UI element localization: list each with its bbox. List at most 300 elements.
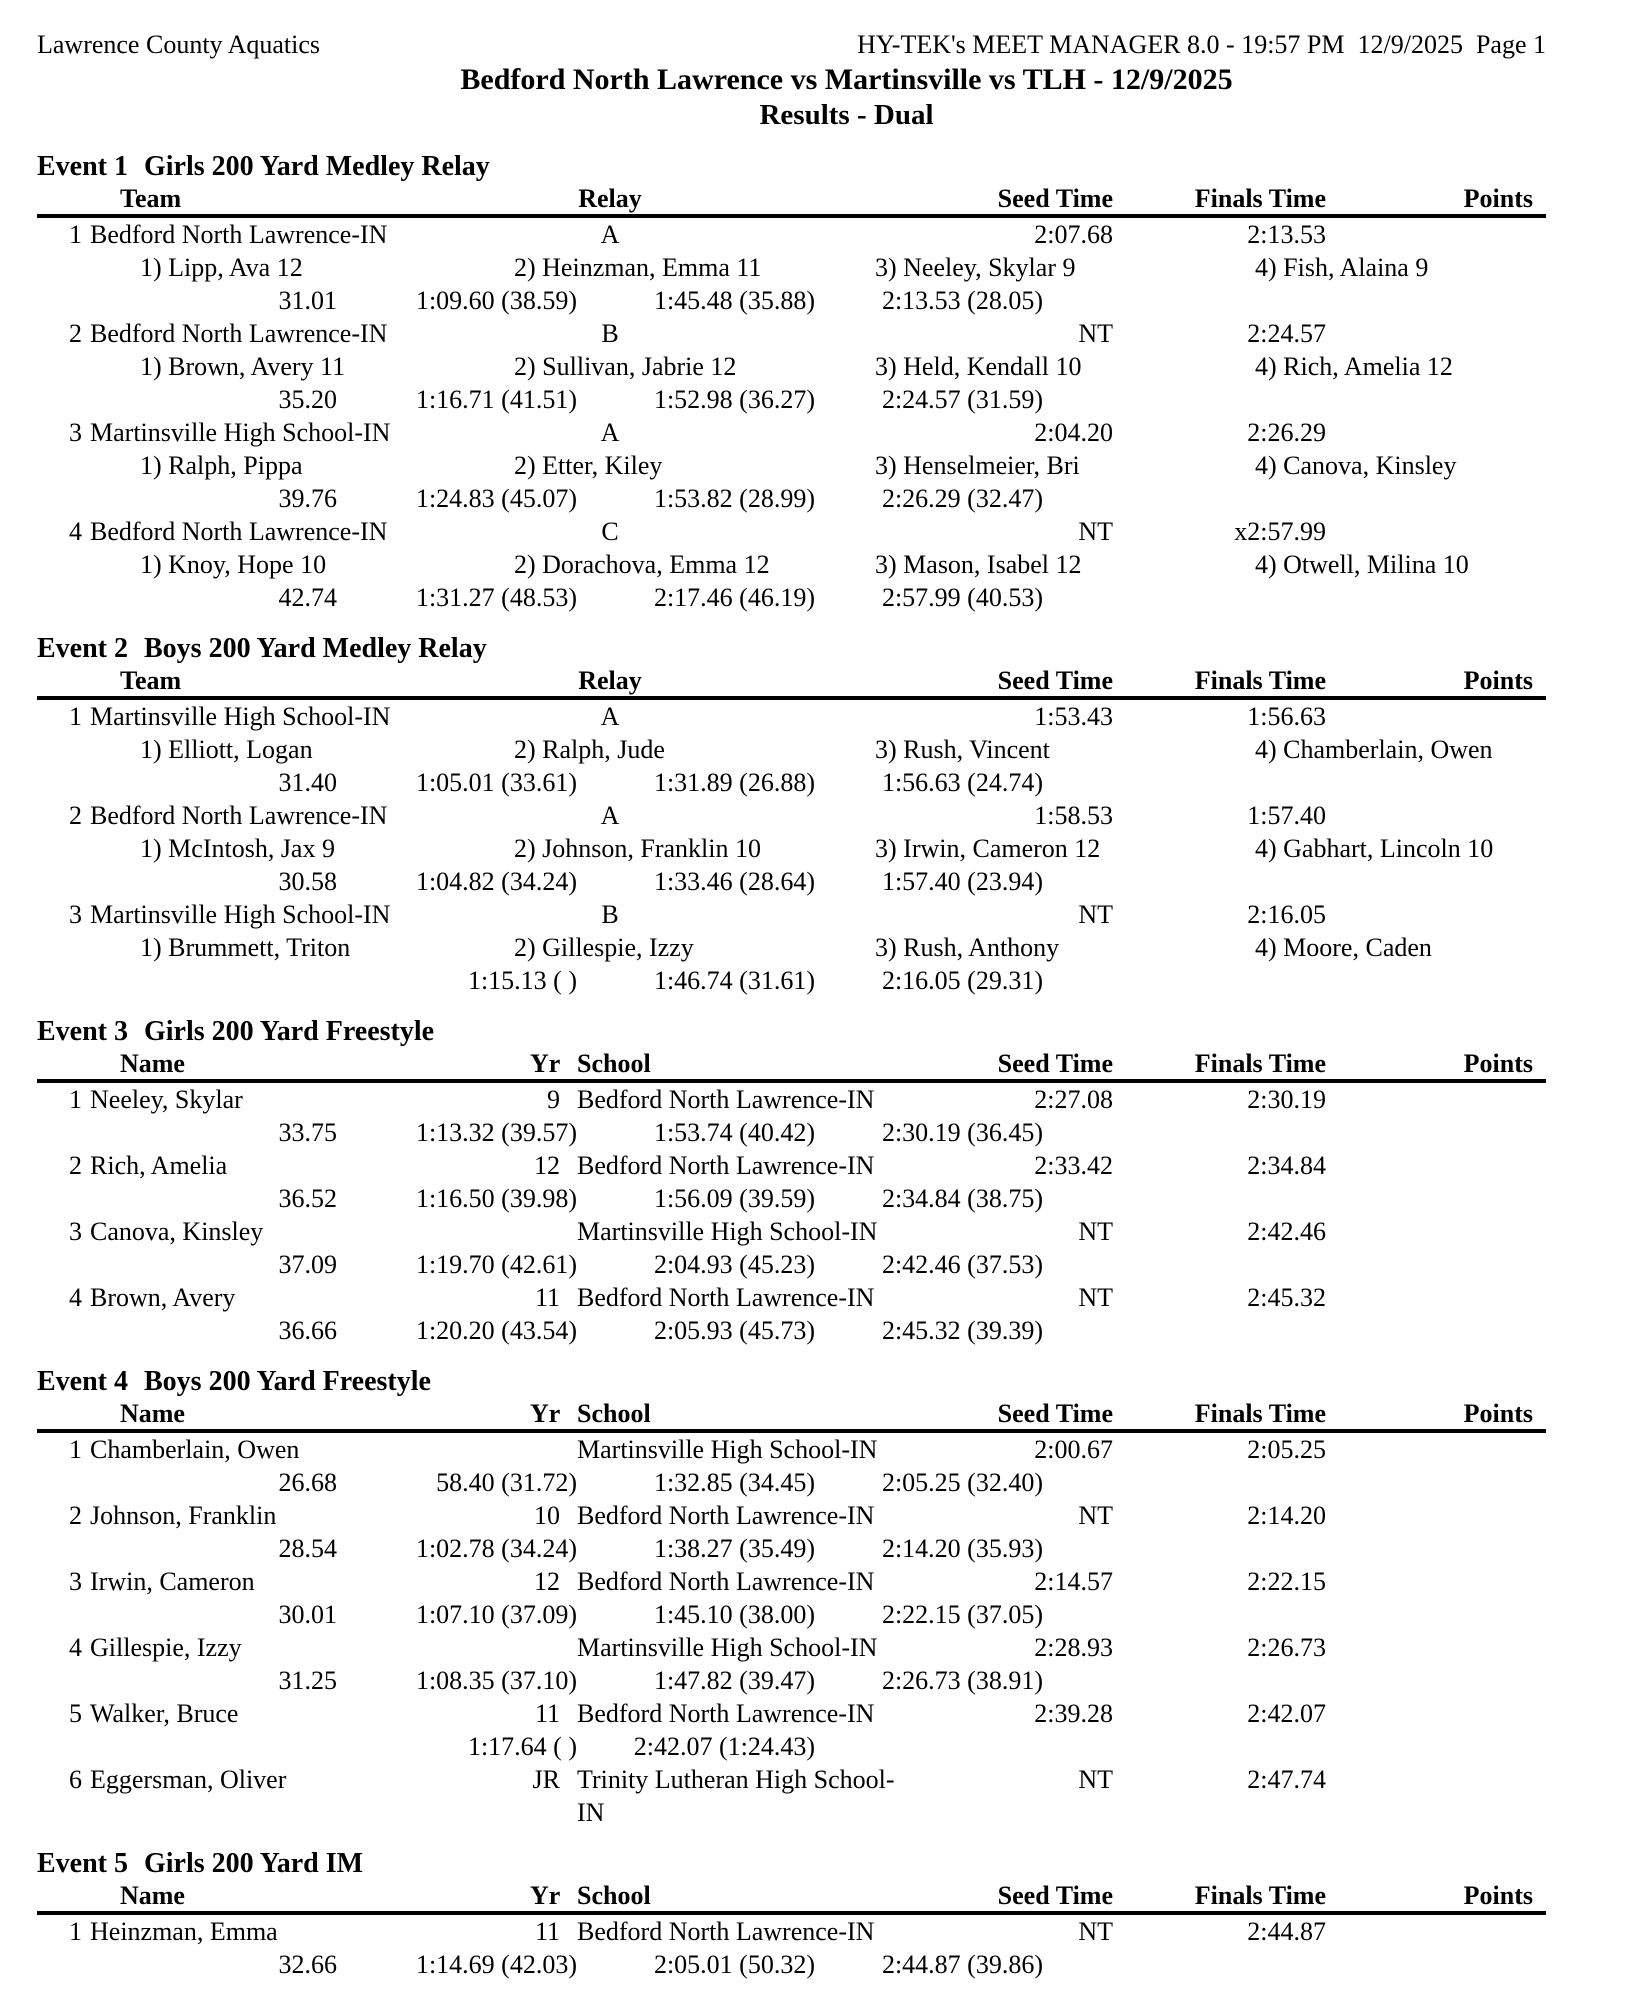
seed-time: 2:28.93 xyxy=(1034,1633,1113,1662)
result-row xyxy=(37,416,1546,515)
place-number: 2 xyxy=(69,1501,82,1530)
swimmer-name: 2) Gillespie, Izzy xyxy=(514,933,694,962)
seed-time: 2:33.42 xyxy=(1034,1151,1113,1180)
place-number: 1 xyxy=(69,1917,82,1946)
event-section xyxy=(37,632,1546,997)
split-time: 2:30.19 (36.45) xyxy=(881,1118,1043,1147)
relay-letter: A xyxy=(600,801,620,830)
relay-swimmers-line xyxy=(140,449,1546,482)
athlete-name: Gillespie, Izzy xyxy=(90,1633,242,1662)
relay-letter: C xyxy=(601,517,619,546)
swimmer-name: 3) Neeley, Skylar 9 xyxy=(875,253,1076,282)
relay-swimmers-line xyxy=(140,832,1546,865)
finals-time: 2:30.19 xyxy=(1247,1085,1326,1114)
split-time: 2:45.32 (39.39) xyxy=(881,1316,1043,1345)
col-header-school: School xyxy=(577,1881,651,1910)
split-time: 2:42.07 (1:24.43) xyxy=(633,1732,815,1761)
split-time: 42.74 xyxy=(278,583,337,612)
split-time: 58.40 (31.72) xyxy=(436,1468,577,1497)
result-row xyxy=(37,1433,1546,1499)
place-number: 4 xyxy=(69,1633,82,1662)
seed-time: NT xyxy=(1078,517,1113,546)
event-heading xyxy=(37,1015,1546,1049)
swimmer-name: 1) McIntosh, Jax 9 xyxy=(140,834,335,863)
column-header-row xyxy=(37,666,1546,700)
split-time: 1:53.82 (28.99) xyxy=(653,484,815,513)
seed-time: 2:07.68 xyxy=(1034,220,1113,249)
swimmer-name: 4) Rich, Amelia 12 xyxy=(1255,352,1453,381)
points-value xyxy=(1326,1083,1545,1116)
athlete-year: 12 xyxy=(534,1151,560,1180)
event-heading xyxy=(37,150,1546,184)
split-time: 2:17.46 (46.19) xyxy=(653,583,815,612)
split-time: 31.25 xyxy=(278,1666,337,1695)
event-number: Event 5 xyxy=(37,1848,128,1879)
athlete-name: Eggersman, Oliver xyxy=(90,1765,287,1794)
result-main-line xyxy=(37,1763,1546,1829)
split-time: 2:44.87 (39.86) xyxy=(881,1950,1043,1979)
athlete-year: 11 xyxy=(534,1283,560,1312)
points-value xyxy=(1326,317,1545,350)
place-number: 5 xyxy=(69,1699,82,1728)
athlete-year: 11 xyxy=(534,1699,560,1728)
result-main-line xyxy=(37,1281,1546,1314)
software-version-line: HY-TEK's MEET MANAGER 8.0 - 19:57 PM 12/9/2025 Page 1 xyxy=(857,30,1546,59)
finals-time: 2:24.57 xyxy=(1247,319,1326,348)
seed-time: NT xyxy=(1078,1283,1113,1312)
result-row xyxy=(37,700,1546,799)
col-header-place xyxy=(37,1399,82,1429)
points-value xyxy=(1326,1565,1545,1598)
athlete-name: Johnson, Franklin xyxy=(90,1501,277,1530)
team-name: Bedford North Lawrence-IN xyxy=(90,220,388,249)
split-time: 30.58 xyxy=(278,867,337,896)
result-main-line xyxy=(37,700,1546,733)
swimmer-name: 3) Henselmeier, Bri xyxy=(875,451,1080,480)
points-value xyxy=(1326,1915,1545,1948)
splits-line xyxy=(37,1730,1546,1763)
swimmer-name: 4) Moore, Caden xyxy=(1255,933,1432,962)
col-header-seed-time: Seed Time xyxy=(997,184,1113,213)
split-time: 1:04.82 (34.24) xyxy=(415,867,577,896)
split-time: 30.01 xyxy=(278,1600,337,1629)
place-number: 3 xyxy=(69,1567,82,1596)
athlete-year: 10 xyxy=(534,1501,560,1530)
place-number: 4 xyxy=(69,1283,82,1312)
seed-time: 2:14.57 xyxy=(1034,1567,1113,1596)
finals-time: 1:57.40 xyxy=(1247,801,1326,830)
place-number: 3 xyxy=(69,900,82,929)
split-time: 31.40 xyxy=(278,768,337,797)
split-time: 32.66 xyxy=(278,1950,337,1979)
swimmer-name: 3) Irwin, Cameron 12 xyxy=(875,834,1101,863)
split-time: 2:05.25 (32.40) xyxy=(881,1468,1043,1497)
relay-swimmers-line xyxy=(140,251,1546,284)
split-time: 2:42.46 (37.53) xyxy=(881,1250,1043,1279)
team-name: Martinsville High School-IN xyxy=(90,418,391,447)
swimmer-name: 4) Canova, Kinsley xyxy=(1255,451,1457,480)
points-value xyxy=(1326,1631,1545,1664)
result-row xyxy=(37,317,1546,416)
finals-time: 2:22.15 xyxy=(1247,1567,1326,1596)
split-time xyxy=(37,964,337,997)
result-main-line xyxy=(37,799,1546,832)
col-header-finals-time: Finals Time xyxy=(1194,184,1326,213)
swimmer-name: 2) Sullivan, Jabrie 12 xyxy=(514,352,737,381)
seed-time: 1:53.43 xyxy=(1034,702,1113,731)
swimmer-name: 4) Gabhart, Lincoln 10 xyxy=(1255,834,1494,863)
athlete-name: Irwin, Cameron xyxy=(90,1567,255,1596)
split-time: 26.68 xyxy=(278,1468,337,1497)
school-name: Trinity Lutheran High School-IN xyxy=(577,1765,895,1827)
splits-line xyxy=(37,1532,1546,1565)
swimmer-name: 2) Ralph, Jude xyxy=(514,735,665,764)
finals-time: 2:47.74 xyxy=(1247,1765,1326,1794)
relay-swimmers-line xyxy=(140,548,1546,581)
team-name: Bedford North Lawrence-IN xyxy=(90,517,388,546)
athlete-year xyxy=(530,1631,560,1664)
document-header xyxy=(37,0,1546,60)
points-value xyxy=(1326,898,1545,931)
points-value xyxy=(1326,1499,1545,1532)
finals-time: 2:34.84 xyxy=(1247,1151,1326,1180)
split-time: 1:38.27 (35.49) xyxy=(653,1534,815,1563)
col-header-school: School xyxy=(577,1399,651,1428)
col-header-yr: Yr xyxy=(530,1881,561,1910)
relay-letter: B xyxy=(601,319,619,348)
col-header-finals-time: Finals Time xyxy=(1194,666,1326,695)
event-number: Event 4 xyxy=(37,1366,128,1397)
event-name: Girls 200 Yard IM xyxy=(144,1848,364,1879)
col-header-finals-time: Finals Time xyxy=(1194,1399,1326,1428)
event-section xyxy=(37,150,1546,614)
athlete-year: 9 xyxy=(547,1085,560,1114)
result-row xyxy=(37,1083,1546,1149)
col-header-points: Points xyxy=(1463,1049,1533,1078)
column-header-row xyxy=(37,1049,1546,1083)
splits-line xyxy=(37,964,1546,997)
split-time: 1:19.70 (42.61) xyxy=(415,1250,577,1279)
split-time xyxy=(37,1730,337,1763)
col-header-yr: Yr xyxy=(530,1049,561,1078)
results-subtitle: Results - Dual xyxy=(759,99,934,131)
col-header-place xyxy=(37,1049,82,1079)
split-time: 2:24.57 (31.59) xyxy=(881,385,1043,414)
result-main-line xyxy=(37,1215,1546,1248)
page-content xyxy=(37,0,1546,1981)
athlete-name: Brown, Avery xyxy=(90,1283,236,1312)
result-row xyxy=(37,1565,1546,1631)
split-time: 1:07.10 (37.09) xyxy=(415,1600,577,1629)
event-heading xyxy=(37,1365,1546,1399)
split-time: 1:47.82 (39.47) xyxy=(653,1666,815,1695)
points-value xyxy=(1326,515,1545,548)
split-time: 39.76 xyxy=(278,484,337,513)
col-header-relay: Relay xyxy=(578,184,642,213)
splits-line xyxy=(37,482,1546,515)
swimmer-name: 1) Elliott, Logan xyxy=(140,735,313,764)
points-value xyxy=(1326,1215,1545,1248)
result-row xyxy=(37,1281,1546,1347)
result-main-line xyxy=(37,317,1546,350)
result-main-line xyxy=(37,1083,1546,1116)
col-header-seed-time: Seed Time xyxy=(997,1049,1113,1078)
split-time: 2:26.73 (38.91) xyxy=(881,1666,1043,1695)
result-main-line xyxy=(37,416,1546,449)
place-number: 2 xyxy=(69,801,82,830)
school-name: Bedford North Lawrence-IN xyxy=(577,1501,875,1530)
school-name: Bedford North Lawrence-IN xyxy=(577,1151,875,1180)
result-row xyxy=(37,1697,1546,1763)
col-header-name: Name xyxy=(120,1399,185,1428)
athlete-name: Canova, Kinsley xyxy=(90,1217,264,1246)
event-number: Event 3 xyxy=(37,1016,128,1047)
swimmer-name: 3) Held, Kendall 10 xyxy=(875,352,1082,381)
result-row xyxy=(37,1631,1546,1697)
col-header-place xyxy=(37,666,82,696)
athlete-name: Chamberlain, Owen xyxy=(90,1435,300,1464)
swimmer-name: 1) Knoy, Hope 10 xyxy=(140,550,327,579)
seed-time: 2:04.20 xyxy=(1034,418,1113,447)
event-number: Event 1 xyxy=(37,151,128,182)
column-header-row xyxy=(37,1881,1546,1915)
split-time: 1:09.60 (38.59) xyxy=(415,286,577,315)
splits-line xyxy=(37,766,1546,799)
athlete-name: Neeley, Skylar xyxy=(90,1085,243,1114)
result-main-line xyxy=(37,1149,1546,1182)
athlete-year xyxy=(530,1433,560,1466)
split-time: 1:24.83 (45.07) xyxy=(415,484,577,513)
split-time: 1:17.64 ( ) xyxy=(467,1732,577,1761)
col-header-relay: Relay xyxy=(578,666,642,695)
seed-time: NT xyxy=(1078,1501,1113,1530)
result-row xyxy=(37,898,1546,997)
split-time: 1:57.40 (23.94) xyxy=(881,867,1043,896)
result-row xyxy=(37,515,1546,614)
finals-time: 2:42.07 xyxy=(1247,1699,1326,1728)
split-time: 1:31.27 (48.53) xyxy=(415,583,577,612)
athlete-name: Heinzman, Emma xyxy=(90,1917,278,1946)
result-main-line xyxy=(37,1915,1546,1948)
seed-time: 2:00.67 xyxy=(1034,1435,1113,1464)
team-name: Bedford North Lawrence-IN xyxy=(90,801,388,830)
host-club-name: Lawrence County Aquatics xyxy=(37,30,321,59)
relay-letter: A xyxy=(600,418,620,447)
event-heading xyxy=(37,1847,1546,1881)
split-time: 1:14.69 (42.03) xyxy=(415,1950,577,1979)
place-number: 3 xyxy=(69,418,82,447)
school-name: Bedford North Lawrence-IN xyxy=(577,1085,875,1114)
col-header-points: Points xyxy=(1463,1881,1533,1910)
points-value xyxy=(1326,1281,1545,1314)
swimmer-name: 2) Dorachova, Emma 12 xyxy=(514,550,770,579)
splits-line xyxy=(37,865,1546,898)
place-number: 4 xyxy=(69,517,82,546)
splits-line xyxy=(37,1248,1546,1281)
swimmer-name: 4) Otwell, Milina 10 xyxy=(1255,550,1469,579)
school-name: Martinsville High School-IN xyxy=(577,1217,878,1246)
swimmer-name: 1) Lipp, Ava 12 xyxy=(140,253,303,282)
points-value xyxy=(1326,799,1545,832)
place-number: 1 xyxy=(69,1085,82,1114)
finals-time: 2:26.73 xyxy=(1247,1633,1326,1662)
col-header-name: Name xyxy=(120,1049,185,1078)
relay-letter: A xyxy=(600,220,620,249)
swimmer-name: 3) Mason, Isabel 12 xyxy=(875,550,1082,579)
column-header-row xyxy=(37,184,1546,218)
result-main-line xyxy=(37,218,1546,251)
splits-line xyxy=(37,581,1546,614)
event-name: Girls 200 Yard Freestyle xyxy=(144,1016,435,1047)
split-time: 1:02.78 (34.24) xyxy=(415,1534,577,1563)
split-time: 1:33.46 (28.64) xyxy=(653,867,815,896)
col-header-points: Points xyxy=(1463,1399,1533,1428)
swimmer-name: 4) Fish, Alaina 9 xyxy=(1255,253,1429,282)
split-time: 1:15.13 ( ) xyxy=(467,966,577,995)
splits-line xyxy=(37,1948,1546,1981)
col-header-name: Name xyxy=(120,1881,185,1910)
place-number: 6 xyxy=(69,1765,82,1794)
finals-time: 2:14.20 xyxy=(1247,1501,1326,1530)
split-time: 1:56.63 (24.74) xyxy=(881,768,1043,797)
result-row xyxy=(37,1215,1546,1281)
result-row xyxy=(37,799,1546,898)
col-header-team: Team xyxy=(120,184,182,213)
points-value xyxy=(1326,416,1545,449)
swimmer-name: 3) Rush, Anthony xyxy=(875,933,1060,962)
relay-swimmers-line xyxy=(140,733,1546,766)
splits-line xyxy=(37,284,1546,317)
split-time: 2:34.84 (38.75) xyxy=(881,1184,1043,1213)
split-time: 1:20.20 (43.54) xyxy=(415,1316,577,1345)
seed-time: 2:39.28 xyxy=(1034,1699,1113,1728)
finals-time: 2:42.46 xyxy=(1247,1217,1326,1246)
result-main-line xyxy=(37,1697,1546,1730)
place-number: 1 xyxy=(69,702,82,731)
finals-time: 2:26.29 xyxy=(1247,418,1326,447)
result-main-line xyxy=(37,515,1546,548)
seed-time: NT xyxy=(1078,319,1113,348)
athlete-name: Rich, Amelia xyxy=(90,1151,228,1180)
split-time: 2:05.93 (45.73) xyxy=(653,1316,815,1345)
finals-time: 1:56.63 xyxy=(1247,702,1326,731)
col-header-finals-time: Finals Time xyxy=(1194,1049,1326,1078)
athlete-year: JR xyxy=(532,1765,560,1794)
splits-line xyxy=(37,1182,1546,1215)
split-time: 1:16.71 (41.51) xyxy=(415,385,577,414)
col-header-seed-time: Seed Time xyxy=(997,666,1113,695)
split-time: 1:52.98 (36.27) xyxy=(653,385,815,414)
points-value xyxy=(1326,1149,1545,1182)
swimmer-name: 3) Rush, Vincent xyxy=(875,735,1050,764)
split-time: 1:45.48 (35.88) xyxy=(653,286,815,315)
col-header-team: Team xyxy=(120,666,182,695)
split-time: 2:04.93 (45.23) xyxy=(653,1250,815,1279)
finals-time: 2:16.05 xyxy=(1247,900,1326,929)
result-main-line xyxy=(37,1499,1546,1532)
seed-time: NT xyxy=(1078,1917,1113,1946)
splits-line xyxy=(37,1466,1546,1499)
split-time: 1:31.89 (26.88) xyxy=(653,768,815,797)
swimmer-name: 1) Brown, Avery 11 xyxy=(140,352,346,381)
finals-time: 2:45.32 xyxy=(1247,1283,1326,1312)
seed-time: NT xyxy=(1078,1765,1113,1794)
split-time: 2:14.20 (35.93) xyxy=(881,1534,1043,1563)
col-header-finals-time: Finals Time xyxy=(1194,1881,1326,1910)
split-time: 1:46.74 (31.61) xyxy=(653,966,815,995)
place-number: 1 xyxy=(69,1435,82,1464)
split-time: 2:57.99 (40.53) xyxy=(881,583,1043,612)
split-time: 1:08.35 (37.10) xyxy=(415,1666,577,1695)
event-number: Event 2 xyxy=(37,633,128,664)
finals-time: 2:44.87 xyxy=(1247,1917,1326,1946)
relay-swimmers-line xyxy=(140,350,1546,383)
event-name: Boys 200 Yard Freestyle xyxy=(144,1366,431,1397)
col-header-points: Points xyxy=(1463,184,1533,213)
split-time: 2:26.29 (32.47) xyxy=(881,484,1043,513)
result-row xyxy=(37,1915,1546,1981)
athlete-year: 11 xyxy=(534,1917,560,1946)
split-time: 37.09 xyxy=(278,1250,337,1279)
split-time: 1:32.85 (34.45) xyxy=(653,1468,815,1497)
finals-time: x2:57.99 xyxy=(1234,517,1326,546)
relay-letter: A xyxy=(600,702,620,731)
result-main-line xyxy=(37,898,1546,931)
swimmer-name: 1) Brummett, Triton xyxy=(140,933,351,962)
splits-line xyxy=(37,383,1546,416)
swimmer-name: 2) Heinzman, Emma 11 xyxy=(514,253,762,282)
swimmer-name: 4) Chamberlain, Owen xyxy=(1255,735,1493,764)
result-row xyxy=(37,1763,1546,1829)
split-time: 2:13.53 (28.05) xyxy=(881,286,1043,315)
col-header-seed-time: Seed Time xyxy=(997,1399,1113,1428)
place-number: 1 xyxy=(69,220,82,249)
col-header-seed-time: Seed Time xyxy=(997,1881,1113,1910)
splits-line xyxy=(37,1116,1546,1149)
split-time: 35.20 xyxy=(278,385,337,414)
finals-time: 2:13.53 xyxy=(1247,220,1326,249)
place-number: 2 xyxy=(69,1151,82,1180)
relay-swimmers-line xyxy=(140,931,1546,964)
seed-time: 1:58.53 xyxy=(1034,801,1113,830)
seed-time: NT xyxy=(1078,900,1113,929)
result-row xyxy=(37,1499,1546,1565)
points-value xyxy=(1326,1763,1545,1829)
splits-line xyxy=(37,1664,1546,1697)
col-header-yr: Yr xyxy=(530,1399,561,1428)
athlete-year xyxy=(530,1215,560,1248)
seed-time: 2:27.08 xyxy=(1034,1085,1113,1114)
split-time: 1:16.50 (39.98) xyxy=(415,1184,577,1213)
points-value xyxy=(1326,700,1545,733)
split-time: 31.01 xyxy=(278,286,337,315)
events-list xyxy=(37,150,1546,1981)
event-name: Boys 200 Yard Medley Relay xyxy=(144,633,487,664)
split-time: 36.66 xyxy=(278,1316,337,1345)
result-main-line xyxy=(37,1433,1546,1466)
relay-letter: B xyxy=(601,900,619,929)
splits-line xyxy=(37,1598,1546,1631)
split-time xyxy=(815,1730,1043,1763)
swimmer-name: 2) Johnson, Franklin 10 xyxy=(514,834,761,863)
finals-time: 2:05.25 xyxy=(1247,1435,1326,1464)
athlete-name: Walker, Bruce xyxy=(90,1699,239,1728)
place-number: 3 xyxy=(69,1217,82,1246)
event-section xyxy=(37,1015,1546,1347)
col-header-place xyxy=(37,184,82,214)
col-header-points: Points xyxy=(1463,666,1533,695)
school-name: Bedford North Lawrence-IN xyxy=(577,1699,875,1728)
